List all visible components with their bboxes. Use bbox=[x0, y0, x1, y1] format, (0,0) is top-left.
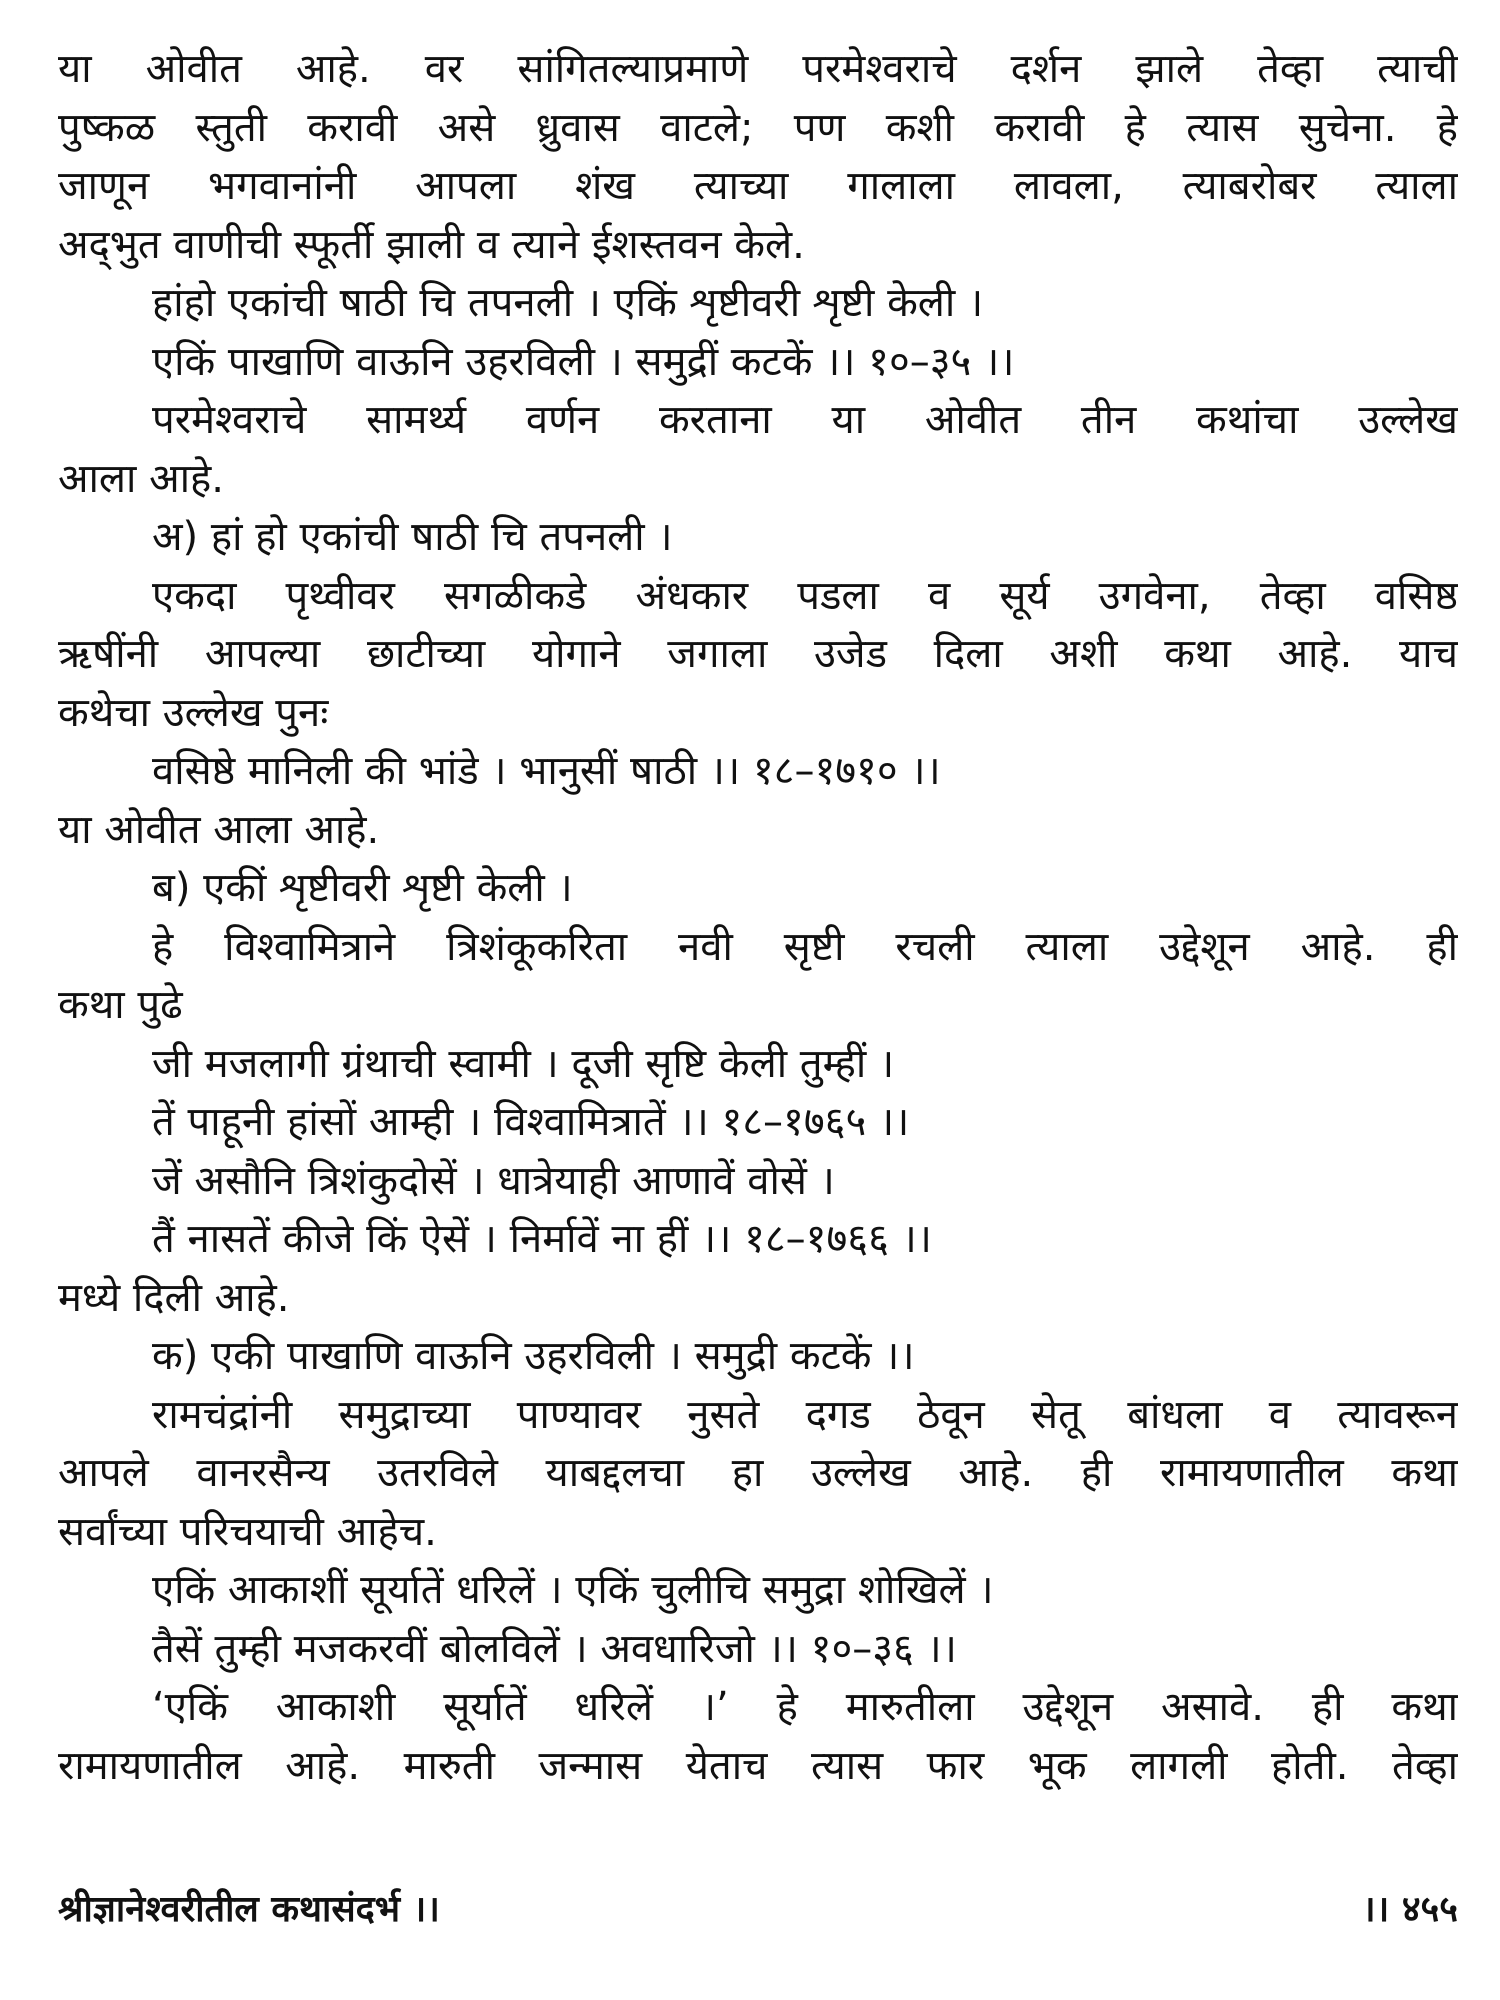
text-line: जाणून भगवानांनी आपला शंख त्याच्या गालाला लावला, त्याबरोबर त्याला bbox=[58, 163, 1458, 209]
text-line: परमेश्वराचे सामर्थ्य वर्णन करताना या ओवीत तीन कथांचा उल्लेख bbox=[152, 397, 1458, 443]
book-title: श्रीज्ञानेश्वरीतील कथासंदर्भ ।। bbox=[58, 1889, 440, 1930]
page-body bbox=[58, 40, 1458, 1940]
verse-line: वसिष्ठे मानिली की भांडे । भानुसीं षाठी ।। १८–१७१० ।। bbox=[152, 748, 941, 794]
verse-line: जी मजलागी ग्रंथाची स्वामी । दूजी सृष्टि केली तुम्हीं । bbox=[152, 1040, 895, 1087]
verse-line: अ) हां हो एकांची षाठी चि तपनली । bbox=[152, 514, 673, 560]
text-line: आला आहे. bbox=[58, 455, 224, 502]
text-line: ‘एकिं आकाशी सूर्यातें धरिलें ।’ हे मारुतीला उद्देशून असावे. ही कथा bbox=[152, 1684, 1458, 1730]
verse-line: क) एकी पाखाणि वाऊनि उहरविली । समुद्री कटकें ।। bbox=[152, 1333, 915, 1379]
text-line: मध्ये दिली आहे. bbox=[58, 1274, 290, 1321]
text-line: या ओवीत आहे. वर सांगितल्याप्रमाणे परमेश्वराचे दर्शन झाले तेव्हा त्याची bbox=[58, 46, 1458, 92]
text-line: एकदा पृथ्वीवर सगळीकडे अंधकार पडला व सूर्य उगवेना, तेव्हा वसिष्ठ bbox=[152, 572, 1458, 619]
verse-line: तें पाहूनी हांसों आम्ही । विश्वामित्रातें ।। १८–१७६५ ।। bbox=[152, 1099, 910, 1145]
page-footer bbox=[58, 1880, 1458, 1940]
text-line: सर्वांच्या परिचयाची आहेच. bbox=[58, 1508, 437, 1555]
text-line: रामचंद्रांनी समुद्राच्या पाण्यावर नुसते दगड ठेवून सेतू बांधला व त्यावरून bbox=[152, 1391, 1458, 1438]
verse-line: तैं नासतें कीजे किं ऐसें । निर्मावें ना हीं ।। १८–१७६६ ।। bbox=[152, 1216, 932, 1262]
verse-line: एकिं आकाशीं सूर्यातें धरिलें । एकिं चुलीचि समुद्रा शोखिलें । bbox=[152, 1567, 994, 1613]
verse-line: एकिं पाखाणि वाऊनि उहरविली । समुद्रीं कटकें ।। १०–३५ ।। bbox=[152, 338, 1015, 385]
text-line: कथेचा उल्लेख पुनः bbox=[58, 689, 329, 736]
text-line: ऋषींनी आपल्या छाटीच्या योगाने जगाला उजेड दिला अशी कथा आहे. याच bbox=[58, 631, 1458, 677]
text-line: या ओवीत आला आहे. bbox=[58, 806, 380, 853]
page-number: ।। ४५५ bbox=[1362, 1889, 1458, 1930]
text-line: अद्‌भुत वाणीची स्फूर्ती झाली व त्याने ईशस्तवन केले. bbox=[58, 221, 805, 268]
verse-line: जें असौनि त्रिशंकुदोसें । धात्रेयाही आणावें वोसें । bbox=[152, 1157, 835, 1204]
text-line: पुष्कळ स्तुती करावी असे ध्रुवास वाटले; पण कशी करावी हे त्यास सुचेना. हे bbox=[58, 104, 1458, 151]
verse-line: तैसें तुम्ही मजकरवीं बोलविलें । अवधारिजो ।। १०–३६ ।। bbox=[152, 1625, 957, 1672]
verse-line: ब) एकीं शृष्टीवरी शृष्टी केली । bbox=[152, 865, 573, 911]
text-line: कथा पुढे bbox=[58, 982, 183, 1028]
text-line: आपले वानरसैन्य उतरविले याबद्दलचा हा उल्लेख आहे. ही रामायणातील कथा bbox=[58, 1450, 1458, 1496]
text-line: रामायणातील आहे. मारुती जन्मास येताच त्यास फार भूक लागली होती. तेव्हा bbox=[58, 1742, 1458, 1789]
verse-line: हांहो एकांची षाठी चि तपनली । एकिं शृष्टीवरी शृष्टी केली । bbox=[152, 280, 984, 326]
text-line: हे विश्वामित्राने त्रिशंकूकरिता नवी सृष्टी रचली त्याला उद्देशून आहे. ही bbox=[152, 923, 1458, 970]
